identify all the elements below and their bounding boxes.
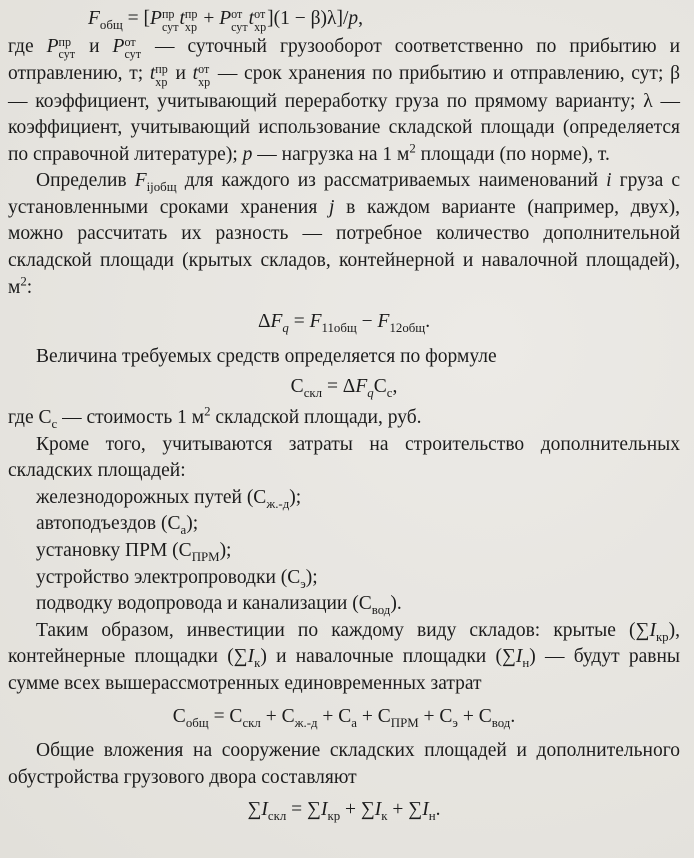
paragraph-funds: Величина требуемых средств определяется по формуле bbox=[36, 345, 497, 367]
formula-delta-f: $\Delta F_q = F_{11общ} - F_{12общ}$. bbox=[257, 311, 431, 336]
paragraph-area-difference: Определив $F_{ijобщ}$ для каждого из рассматриваемых наименований i груза с установленными сроками хранения j в каждом варианте (например, двух), можно рассчитать их разность — потребное количество дополнительной складской площади (крытых складов, контейнерной и навалочной площадей), $м^2$: bbox=[8, 170, 680, 298]
formula-c-skl: $C_{скл} = \Delta F_qC_с$, bbox=[290, 376, 398, 401]
formula-c-total: $С_{общ} = С_{скл} + С_{ж.-д} + С_а + С_{ПРМ} + С_э + С_{вод}$. bbox=[172, 705, 516, 730]
list-item: железнодорожных путей $(С_{ж.-д})$; bbox=[36, 486, 302, 511]
list-item: установку ПРМ $(С_{ПРМ})$; bbox=[36, 540, 232, 564]
paragraph-total-investments: Общие вложения на сооружение складских площадей и дополнительного обустройства грузового двора составляют bbox=[8, 740, 680, 788]
list-item: устройство электропроводки $(С_э)$; bbox=[36, 566, 318, 591]
list-item: автоподъездов $(С_а)$; bbox=[36, 513, 199, 538]
paragraph-cost-definition: где $С_с$ — стоимость 1 $м^2$ складской площади, руб. bbox=[8, 404, 422, 431]
formula-sum-i: $\sum I_{скл} = \sum I_{кр} + \sum I_к + \sum I_н$. bbox=[247, 799, 441, 824]
paragraph-investments: Таким образом, инвестиции по каждому виду складов: крытые $(\sum I_{кр})$, контейнерные площадки $(\sum I_к)$ и навалочные площадки $(\sum I_н)$ — будут равны сумме всех вышерассмотренных единовременных затрат bbox=[8, 619, 680, 694]
formula-f-total: $F_{общ} = [P$ пр сут t пр хр + P от сут t от хр ](1 − β)λ]/p, bbox=[88, 7, 364, 34]
definitions-paragraph: где P пр сут и P от сут — суточный грузооборот соответственно по прибытию и отправлению, т; t пр хр и t от хр — срок хранения по прибытию и отправлению, сут; β — коэффициент, учитывающий переработку груза по прямому варианту; λ — коэффициент, учитывающий использование складской площади (определяется по справочной литературе); p — нагрузка на 1 $м^2$ площади (по норме), т. bbox=[8, 34, 681, 165]
paragraph-additional-costs: Кроме того, учитываются затраты на строительство дополнительных складских площадей: bbox=[8, 433, 680, 482]
list-item: подводку водопровода и канализации $(С_{вод})$. bbox=[36, 593, 402, 618]
